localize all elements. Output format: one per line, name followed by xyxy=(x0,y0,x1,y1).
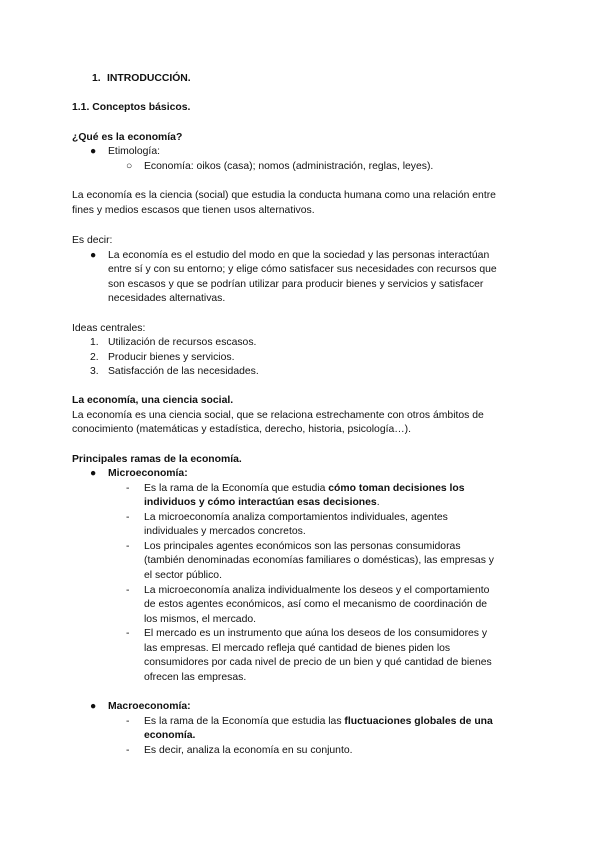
definition-line: La economía es la ciencia (social) que estudia la conducta humana como una relación entre xyxy=(72,190,496,201)
macro-title: Macroeconomía: xyxy=(108,701,191,712)
list-item: Producir bienes y servicios. xyxy=(108,352,235,363)
dash-bullet-icon: - xyxy=(126,483,130,494)
social-line: La economía es una ciencia social, que se relaciona estrechamente con otros ámbitos de xyxy=(72,410,484,421)
micro-item-line: el sector público. xyxy=(144,570,222,581)
heading-number: 1. xyxy=(92,73,101,84)
micro-title: Microeconomía: xyxy=(108,468,188,479)
social-line: conocimiento (matemáticas y estadística, derecho, historia, psicología…). xyxy=(72,424,411,435)
section-title-branches: Principales ramas de la economía. xyxy=(72,454,242,465)
es-decir-line: son escasos y que se podrían utilizar para producir bienes y servicios y satisfacer xyxy=(108,279,484,290)
etymology-label: Etimología: xyxy=(108,146,160,157)
dash-bullet-icon: - xyxy=(126,716,130,727)
heading-title: INTRODUCCIÓN. xyxy=(107,73,191,84)
bullet-icon: ● xyxy=(90,468,97,479)
dash-bullet-icon: - xyxy=(126,512,130,523)
es-decir-line: entre sí y con su entorno; y elige cómo satisfacer sus necesidades con recursos que xyxy=(108,264,497,275)
list-item: Utilización de recursos escasos. xyxy=(108,337,257,348)
dash-bullet-icon: - xyxy=(126,745,130,756)
circle-bullet-icon: ○ xyxy=(126,161,133,172)
micro-item-line: los mismos, el mercado. xyxy=(144,614,257,625)
bullet-icon: ● xyxy=(90,250,97,261)
dash-bullet-icon: - xyxy=(126,585,130,596)
micro-item-line: Los principales agentes económicos son las personas consumidoras xyxy=(144,541,461,552)
micro-item-line: las empresas. El mercado refleja qué cantidad de bienes piden los xyxy=(144,643,451,654)
bullet-icon: ● xyxy=(90,701,97,712)
micro-item-line: El mercado es un instrumento que aúna los deseos de los consumidores y xyxy=(144,628,488,639)
micro-item-line: La microeconomía analiza individualmente los deseos y el comportamiento xyxy=(144,585,490,596)
etymology-detail: Economía: oikos (casa); nomos (administración, reglas, leyes). xyxy=(144,161,434,172)
micro-item-line: Es la rama de la Economía que estudia cómo toman decisiones los xyxy=(144,483,465,494)
section-title-social-science: La economía, una ciencia social. xyxy=(72,395,234,406)
macro-item-line: economía. xyxy=(144,730,196,741)
micro-item-line: ofrecen las empresas. xyxy=(144,672,247,683)
es-decir-line: La economía es el estudio del modo en que la sociedad y las personas interactúan xyxy=(108,250,490,261)
list-number: 2. xyxy=(90,352,99,363)
bullet-icon: ● xyxy=(90,146,97,157)
macro-item-line: Es decir, analiza la economía en su conjunto. xyxy=(144,745,353,756)
subheading: 1.1. Conceptos básicos. xyxy=(72,102,191,113)
list-number: 3. xyxy=(90,366,99,377)
section-title-what-is-economy: ¿Qué es la economía? xyxy=(72,132,183,143)
micro-item-line: individuales y mercados concretos. xyxy=(144,526,306,537)
macro-item-line: Es la rama de la Economía que estudia las fluctuaciones globales de una xyxy=(144,716,493,727)
micro-item-line: de estos agentes económicos, así como el mecanismo de coordinación de xyxy=(144,599,488,610)
es-decir-label: Es decir: xyxy=(72,235,113,246)
micro-item-line: La microeconomía analiza comportamientos individuales, agentes xyxy=(144,512,448,523)
es-decir-line: necesidades alternativas. xyxy=(108,293,226,304)
definition-line: fines y medios escasos que tienen usos alternativos. xyxy=(72,205,315,216)
list-number: 1. xyxy=(90,337,99,348)
micro-item-line: (también denominadas economías familiares o domésticas), las empresas y xyxy=(144,555,494,566)
dash-bullet-icon: - xyxy=(126,628,130,639)
list-item: Satisfacción de las necesidades. xyxy=(108,366,259,377)
micro-item-line: individuos y cómo interactúan esas decisiones. xyxy=(144,497,380,508)
ideas-label: Ideas centrales: xyxy=(72,323,146,334)
micro-item-line: consumidores por cada nivel de precio de un bien y qué cantidad de bienes xyxy=(144,657,492,668)
dash-bullet-icon: - xyxy=(126,541,130,552)
